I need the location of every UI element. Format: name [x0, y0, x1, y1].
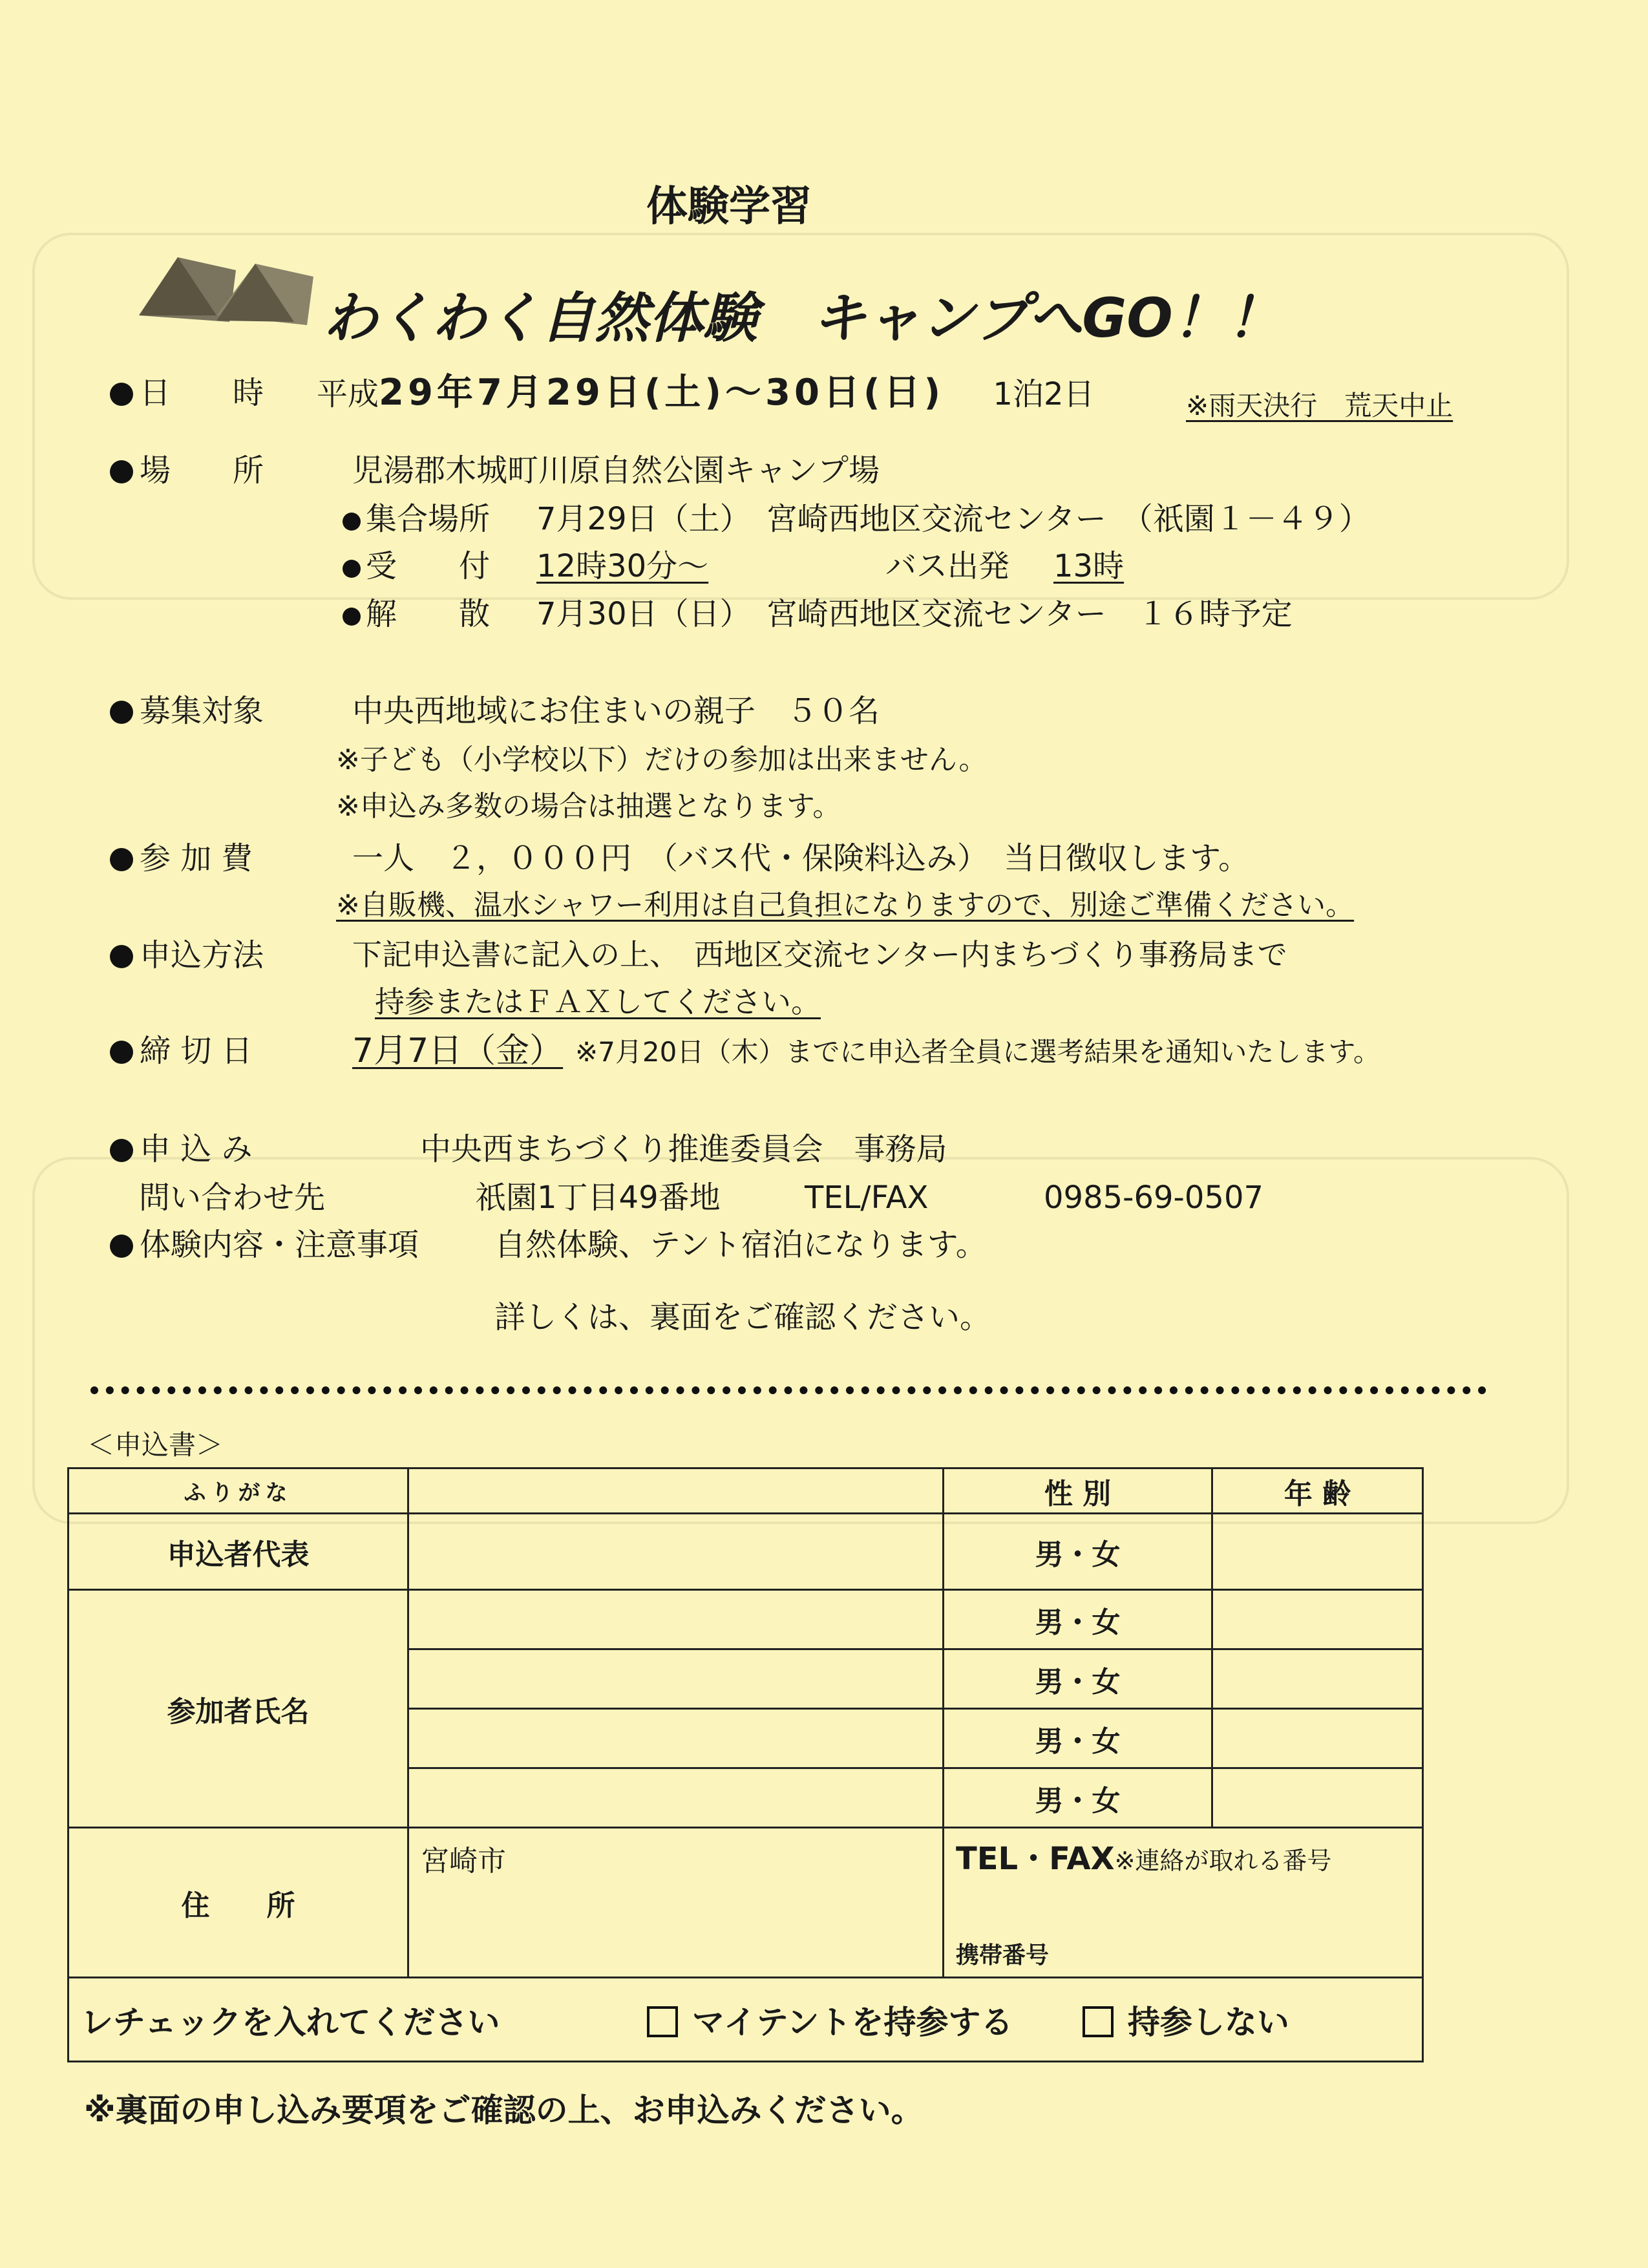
furigana-field[interactable]: [408, 1468, 944, 1514]
contact-label: 申 込 み: [140, 1131, 253, 1167]
no-tent-label: 持参しない: [1127, 2003, 1289, 2041]
bullet-icon: [110, 1139, 133, 1162]
gender-option[interactable]: 男・女: [944, 1768, 1212, 1828]
gender-option[interactable]: 男・女: [944, 1649, 1212, 1709]
mobile-label: 携帯番号: [956, 1942, 1050, 1969]
weather-note: ※雨天決行 荒天中止: [1186, 390, 1453, 421]
place-label: 場 所: [140, 452, 264, 489]
contact-row: [110, 1131, 253, 1169]
dismissal-row: [343, 596, 490, 633]
subtitle: 体験学習: [646, 183, 812, 231]
participant-name-field[interactable]: [408, 1768, 944, 1828]
contact-label-2: 問い合わせ先: [139, 1180, 326, 1216]
deadline-date: 7月7日（金）: [352, 1032, 564, 1070]
reception-time: 12時30分～: [536, 548, 709, 584]
deadline-note: ※7月20日（木）までに申込者全員に選考結果を通知いたします。: [575, 1036, 1380, 1068]
method-label: 申込方法: [140, 937, 264, 973]
bullet-icon: [110, 383, 133, 406]
bring-tent-option[interactable]: [647, 2004, 1013, 2041]
representative-label: 申込者代表: [69, 1514, 408, 1590]
contact-tel: 0985-69-0507: [1044, 1180, 1264, 1216]
phone-field[interactable]: [944, 1828, 1423, 1978]
fee-note: ※自販機、温水シャワー利用は自己負担になりますので、別途ご準備ください。: [336, 889, 1355, 922]
gender-option[interactable]: 男・女: [944, 1590, 1212, 1649]
representative-name-field[interactable]: [408, 1514, 944, 1590]
gender-option[interactable]: 男・女: [944, 1709, 1212, 1768]
tel-fax-label: TEL・FAX: [956, 1841, 1115, 1877]
no-tent-option[interactable]: [1083, 2004, 1289, 2041]
contact-address: 祇園1丁目49番地: [475, 1180, 721, 1216]
age-field[interactable]: [1212, 1768, 1423, 1828]
furigana-label: ふりがな: [69, 1468, 408, 1514]
age-field[interactable]: [1212, 1590, 1423, 1649]
target-note-2: ※申込み多数の場合は抽選となります。: [336, 790, 841, 823]
more-info: 詳しくは、裏面をご確認ください。: [494, 1299, 991, 1335]
cut-line: [90, 1386, 1486, 1394]
address-field[interactable]: [408, 1828, 944, 1978]
event-date: 29年7月29日(土)～30日(日): [379, 372, 945, 414]
assembly-label: 集合場所: [366, 501, 491, 537]
fee-value: 一人 ２，０００円 （バス代・保険料込み） 当日徴収します。: [352, 840, 1250, 876]
participant-name-field[interactable]: [408, 1709, 944, 1768]
contact-tel-label: TEL/FAX: [805, 1180, 929, 1216]
bullet-icon: [110, 945, 133, 968]
form-title: ＜申込書＞: [87, 1429, 224, 1461]
gender-option[interactable]: 男・女: [944, 1514, 1212, 1590]
bullet-icon: [343, 513, 361, 531]
deadline-row: [110, 1033, 253, 1070]
place-value: 児湯郡木城町川原自然公園キャンプ場: [352, 452, 880, 489]
age-header: 年 齢: [1212, 1468, 1423, 1514]
bus-time: 13時: [1053, 548, 1125, 584]
page-title: わくわく自然体験 キャンプへGO！！: [323, 286, 1282, 350]
target-row: [110, 693, 264, 730]
tent-icon: [132, 244, 326, 328]
checkbox[interactable]: [1083, 2006, 1114, 2037]
content-value: 自然体験、テント宿泊になります。: [494, 1227, 987, 1263]
event-duration: 1泊2日: [993, 376, 1095, 412]
fee-row: [110, 840, 253, 878]
contact-org: 中央西まちづくり推進委員会 事務局: [420, 1131, 947, 1167]
target-note-1: ※子ども（小学校以下）だけの参加は出来ません。: [336, 743, 988, 776]
application-form: [67, 1467, 1424, 2062]
bullet-icon: [110, 460, 133, 483]
bullet-icon: [110, 1041, 133, 1064]
participant-name-field[interactable]: [408, 1649, 944, 1709]
fee-label: 参 加 費: [140, 840, 253, 876]
datetime-value: [317, 371, 1095, 414]
bus-label: バス出発: [885, 548, 1010, 584]
era-prefix: 平成: [317, 376, 379, 412]
bullet-icon: [343, 608, 361, 626]
content-row: [110, 1227, 419, 1264]
deadline-label: 締 切 日: [140, 1033, 253, 1069]
tent-check-row: [69, 1978, 1423, 2062]
check-instruction: レチェックを入れてください: [81, 2003, 500, 2041]
content-label: 体験内容・注意事項: [140, 1227, 419, 1263]
assembly-value: 7月29日（土） 宮崎西地区交流センター （祇園１－４９）: [536, 501, 1370, 537]
method-line-1: 下記申込書に記入の上、 西地区交流センター内まちづくり事務局まで: [352, 937, 1287, 972]
bullet-icon: [110, 1235, 133, 1258]
tel-note: ※連絡が取れる番号: [1114, 1847, 1332, 1875]
datetime-row: [110, 375, 264, 412]
target-value: 中央西地域にお住まいの親子 ５０名: [352, 693, 880, 729]
place-row: [110, 452, 264, 490]
assembly-row: [343, 501, 490, 538]
method-row: [110, 937, 264, 975]
dismissal-value: 7月30日（日） 宮崎西地区交流センター １６時予定: [536, 596, 1293, 632]
footer-note: ※裏面の申し込み要項をご確認の上、お申込みください。: [84, 2092, 924, 2129]
participants-label: 参加者氏名: [69, 1590, 408, 1828]
bullet-icon: [343, 560, 361, 578]
address-prefill: 宮崎市: [421, 1845, 506, 1878]
participant-name-field[interactable]: [408, 1590, 944, 1649]
reception-label: 受 付: [366, 548, 491, 584]
bullet-icon: [110, 848, 133, 871]
address-label: 住 所: [69, 1828, 408, 1978]
dismissal-label: 解 散: [366, 596, 491, 632]
gender-header: 性 別: [944, 1468, 1212, 1514]
age-field[interactable]: [1212, 1649, 1423, 1709]
checkbox[interactable]: [647, 2006, 678, 2037]
target-label: 募集対象: [140, 693, 264, 729]
age-field[interactable]: [1212, 1514, 1423, 1590]
method-line-2: 持参またはＦＡＸしてください。: [375, 984, 821, 1019]
datetime-label: 日 時: [140, 375, 264, 411]
bring-tent-label: マイテントを持参する: [692, 2003, 1013, 2041]
bullet-icon: [110, 701, 133, 724]
reception-row: [343, 548, 490, 586]
age-field[interactable]: [1212, 1709, 1423, 1768]
